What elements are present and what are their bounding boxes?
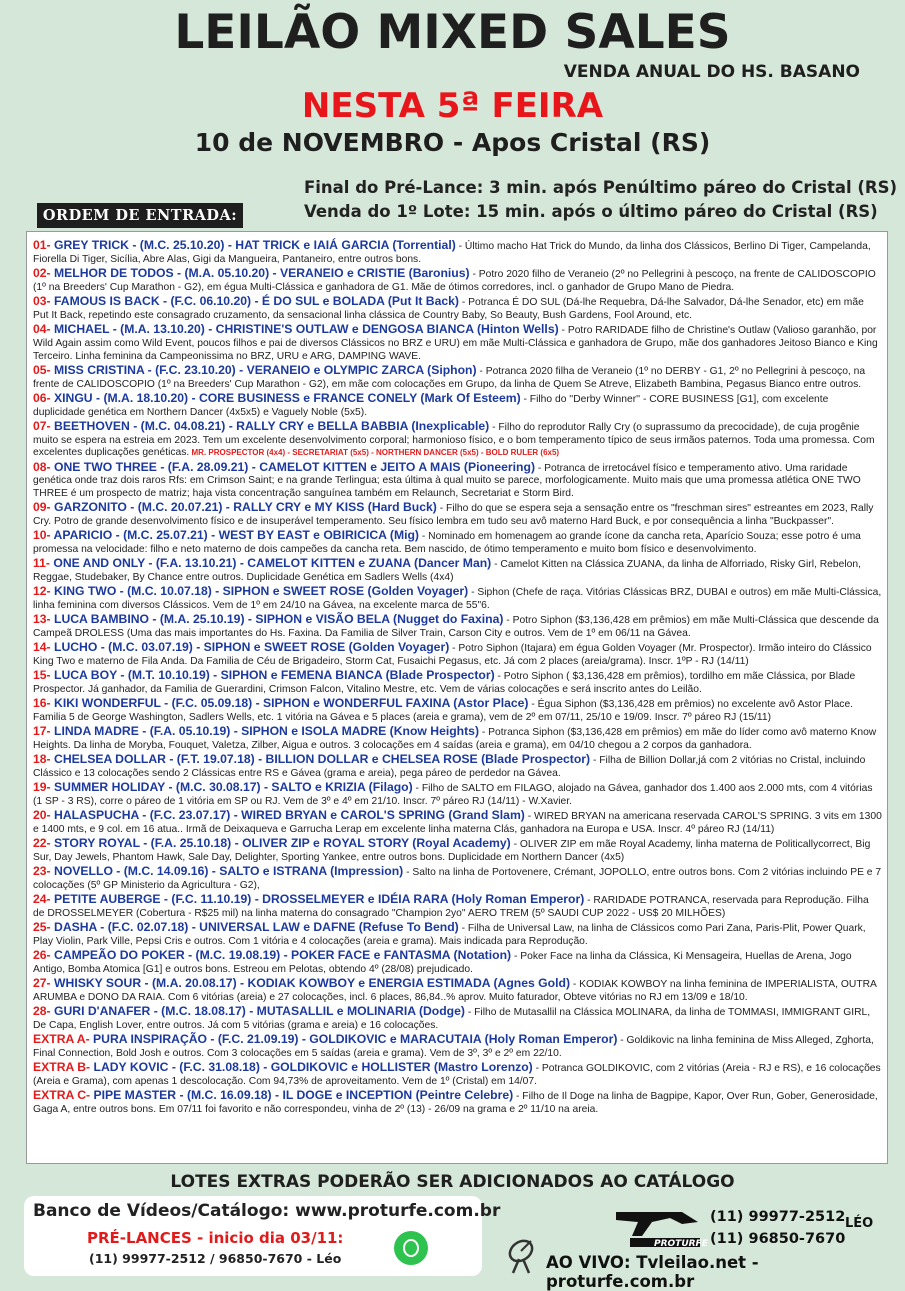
lot-pedigree: GARZONITO - (M.C. 20.07.21) - RALLY CRY e MY KISS (Hard Buck): [50, 500, 437, 515]
lot-number: 02-: [33, 266, 51, 280]
lot-number: 20-: [33, 808, 51, 823]
lot-entry: [33, 781, 882, 809]
lot-description: - KODIAK KOWBOY na linha feminina de IMPERIALISTA, OUTRA ARUMBA e DONO DA RAIA. Com 6 vitórias (areia) e 27 colocações, incl. 6 places, 86,84..% aprov. Muito faturador, Obteve vitórias no RJ em 13/09 e 18/10.: [33, 979, 877, 1003]
lot-pedigree: LUCA BOY - (M.T. 10.10.19) - SIPHON e FEMENA BIANCA (Blade Prospector): [50, 668, 495, 683]
lot-title: [33, 363, 477, 377]
lot-entry: [33, 949, 882, 977]
lot-number: 01-: [33, 238, 51, 252]
phone-2[interactable]: (11) 96850-7670: [710, 1231, 846, 1247]
whatsapp-icon[interactable]: [394, 1231, 428, 1265]
lot-pedigree: XINGU - (M.A. 18.10.20) - CORE BUSINESS e FRANCE CONELY (Mark Of Esteem): [50, 390, 521, 405]
lot-number: 04-: [33, 322, 51, 336]
lot-title: [33, 556, 491, 570]
lot-description: - Potro Siphon ($3,136,428 em prêmios) em mãe Multi-Clássica que descende da Campeã DROLESS (Uma das mais importantes do Hs. Faxina. Da Familia de Silver Train, Carson City e outros. Vem de 1º em 06/11 na Gávea.: [33, 615, 879, 639]
lot-entry: [33, 641, 882, 669]
lot-entry: [33, 239, 882, 267]
lot-title: [33, 1088, 513, 1102]
contact-name: LÉO: [845, 1216, 874, 1231]
lot-dosage-marks: MR. PROSPECTOR (4x4) - SECRETARIAT (5x5) - NORTHERN DANCER (5x5) - BOLD RULER (6x5): [189, 448, 560, 458]
lot-description: - Siphon (Chefe de raça. Vitórias Clássicas BRZ, DUBAI e outros) em mãe Multi-Clássica, linha feminina com diversos Clássicos. Vem de 1º em 24/10 na Gávea, na excelente marca de 55"6.: [33, 587, 882, 611]
lot-entry: [33, 613, 882, 641]
lot-description: - Potranca É DO SUL (Dá-lhe Requebra, Dá-lhe Salvador, Dá-lhe Senador, etc) em mãe Put It Back, repetindo este consagrado cruzamento, da sensacional linha clássica de Country Baby, So Beauty, Bush Gardens, Fool Around, etc.: [33, 297, 864, 321]
lot-number: 07-: [33, 418, 51, 433]
prelance-time: Final do Pré-Lance: 3 min. após Penúltimo páreo do Cristal (RS): [304, 178, 898, 197]
lot-number: 27-: [33, 976, 51, 991]
lot-entry: [33, 1061, 882, 1089]
lot-pedigree: LUCA BAMBINO - (M.A. 25.10.19) - SIPHON e VISÃO BELA (Nugget do Faxina): [50, 612, 504, 627]
lot-title: [33, 294, 459, 308]
lot-number: 08-: [33, 459, 51, 474]
logo-wordmark: PROTURFE: [654, 1239, 708, 1249]
lot-number: 17-: [33, 724, 51, 739]
lot-title: [33, 1004, 465, 1018]
headline: NESTA 5ª FEIRA: [301, 86, 604, 126]
lot-pedigree: ONE AND ONLY - (F.A. 13.10.21) - CAMELOT KITTEN e ZUANA (Dancer Man): [49, 556, 492, 571]
first-lot-time: Venda do 1º Lote: 15 min. após o último páreo do Cristal (RS): [304, 202, 878, 221]
lot-title: [33, 836, 511, 850]
lot-description: - Potro Siphon (Itajara) em égua Golden Voyager (Mr. Prospector). Irmão inteiro do Clássico King Two e materno de Fila Anda. Da Familia de Céu de Brigadeiro, Storm Cat, Fusaichi Pegasus, etc. Já com 2 places (areia/grama). Inscr. 1ºP - RJ (14/11): [33, 643, 872, 667]
lot-number: 13-: [33, 612, 51, 627]
lot-pedigree: DASHA - (F.C. 02.07.18) - UNIVERSAL LAW e DAFNE (Refuse To Bend): [50, 920, 459, 935]
lot-title: [33, 528, 419, 542]
lot-description: - Filho do que se espera seja a sensação entre os "freschman sires" estreantes em 2023, Rally Cry. Potro de grande desenvolvimento físico e de insuperável temperamento. Seu físico lembra em tudo seu avô materno Hard Buck, e por consequência a linha "Buckpasser".: [33, 503, 874, 527]
lot-number: 12-: [33, 584, 51, 599]
lot-number: 05-: [33, 362, 51, 377]
lot-entry: [33, 977, 882, 1005]
lot-number: 25-: [33, 920, 51, 935]
lot-number: 14-: [33, 640, 51, 655]
lot-title: [33, 322, 559, 336]
lot-title: [33, 266, 470, 280]
lot-description: - OLIVER ZIP em mãe Royal Academy, linha materna de Politicallycorrect, Big Sur, Day Jewels, Phantom Hawk, Sale Day, Delighter, Sporting Yankee, entre outros bons. Duplicidade em Northern Dancer (4x5): [33, 839, 871, 863]
lot-pedigree: MISS CRISTINA - (F.C. 23.10.20) - VERANEIO e OLYMPIC ZARCA (Siphon): [50, 362, 477, 377]
lot-entry: [33, 364, 882, 392]
live-stream-link[interactable]: AO VIVO: Tvleilao.net - proturfe.com.br: [546, 1253, 759, 1291]
lot-number: 06-: [33, 390, 51, 405]
lot-entry: [33, 420, 882, 460]
lot-pedigree: SUMMER HOLIDAY - (M.C. 30.08.17) - SALTO e KRIZIA (Filago): [50, 780, 413, 795]
lot-pedigree: PIPE MASTER - (M.C. 16.09.18) - IL DOGE e INCEPTION (Peintre Celebre): [90, 1088, 514, 1103]
lot-list: [26, 231, 888, 1164]
lot-description: - Camelot Kitten na Clássica ZUANA, da linha de Alforriado, Risky Girl, Rebelon, Reggae, Studebaker, By Chance entre outros. Duplicidade Genética em Sadlers Wells (4x4): [33, 559, 861, 583]
lot-pedigree: MICHAEL - (M.A. 13.10.20) - CHRISTINE'S OUTLAW e DENGOSA BIANCA (Hinton Wells): [50, 322, 559, 336]
lot-pedigree: STORY ROYAL - (F.A. 25.10.18) - OLIVER ZIP e ROYAL STORY (Royal Academy): [50, 836, 511, 851]
lot-number: 03-: [33, 294, 51, 308]
lot-number: 11-: [33, 556, 50, 571]
contact-phones: [710, 1206, 845, 1250]
lot-description: - Filho de Mutasallil na Clássica MOLINARA, da linha de TOMMASI, IMMIGRANT GIRL, De Capa, English Lover, entre outros. Já com 5 vitórias (grama e areia) e 16 colocações.: [33, 1007, 871, 1031]
lot-entry: [33, 323, 882, 363]
lot-title: [33, 864, 403, 878]
lot-description: - WIRED BRYAN na americana reservada CAROL'S SPRING. 3 vits em 1300 e 1400 mts, e 9 col. em 16 atua.. Irmã de Deixaqueva e Garrucha Lerap em excelente linha materna Clás, ganhadora na Europa e USA. Inscr. 4º páreo RJ (14/11): [33, 811, 882, 835]
lot-pedigree: LINDA MADRE - (F.A. 05.10.19) - SIPHON e ISOLA MADRE (Know Heights): [50, 724, 480, 739]
lot-title: [33, 419, 489, 433]
lot-entry: [33, 865, 882, 893]
lot-description: - Filho de SALTO em FILAGO, alojado na Gávea, ganhador dos 1.400 aos 2.000 mts, com 4 vitórias (1 SP - 3 RS), corre o páreo de 1 vitória em SP ou RJ. Vem de 3º e 4º em 21/10. Inscr. 7º páreo RJ (14/11) - W.Xavier.: [33, 783, 873, 807]
lot-title: [33, 500, 437, 514]
lot-description: - Filho de Il Doge na linha de Bagpipe, Kapor, Over Run, Gober, Generosidade, Gaga A, entre outros bons. Em 07/11 foi favorito e não correspondeu, vinha de 2º (13) - 26/09 na grama e 2º 11/10 na areia.: [33, 1091, 878, 1115]
lot-title: [33, 948, 511, 962]
lot-description: - RARIDADE POTRANCA, reservada para Reprodução. Filha de DROSSELMEYER (Cobertura - R$25 mil) na linha materna do consagrado "Champion 2yo" AERO TREM (5º SAUDI CUP 2022 - US$ 20 MILHÕES): [33, 895, 869, 919]
lot-entry: [33, 893, 882, 921]
lot-description: - Goldikovic na linha feminina de Miss Alleged, Zghorta, Final Connection, Bold Josh e outros. Com 3 colocações em 5 saídas (areia e grama). Vem de 3º, 3º e 2º em 22/10.: [33, 1035, 874, 1059]
lot-title: [33, 1060, 533, 1074]
lot-pedigree: KING TWO - (M.C. 10.07.18) - SIPHON e SWEET ROSE (Golden Voyager): [50, 584, 469, 599]
lot-description: - Potro 2020 filho de Veraneio (2º no Pellegrini à pescoço, na frente de CALIDOSCOPIO (1º na Breeders' Cup Marathon - G2), em égua Multi-Clássica e ganhadora de G1. Mãe de ótimos corredores, incl. o ganhador de Grupo Mano de Piedra.: [33, 269, 876, 293]
lot-description: - Filho do ''Derby Winner'' - CORE BUSINESS [G1], com excelente duplicidade genética em Northern Dancer (4x5x5) e Vaguely Noble (5x5).: [33, 393, 829, 418]
prelances-label: PRÉ-LANCES - inicio dia 03/11:: [87, 1229, 344, 1247]
lot-title: [33, 391, 521, 405]
lot-entry: [33, 809, 882, 837]
lot-description: - Poker Face na linha da Clássica, Ki Mensageira, Huellas de Arena, Jogo Antigo, Bomba Atomica [G1] e outros bons. Estreou em Pelotas, obtendo 4º (28/08) prejudicado.: [33, 951, 852, 975]
ordem-label: ORDEM DE ENTRADA:: [37, 203, 243, 228]
lot-pedigree: LUCHO - (M.C. 03.07.19) - SIPHON e SWEET ROSE (Golden Voyager): [50, 640, 450, 655]
entries-container: [33, 239, 882, 1117]
prelance-phones: (11) 99977-2512 / 96850-7670 - Léo: [89, 1251, 342, 1266]
lot-number: 22-: [33, 836, 51, 851]
lot-title: [33, 460, 535, 474]
lot-description: - Potranca de irretocável físico e temperamento ativo. Uma raridade genética onde traz dois raros Rfs: em Crimson Saint; e na grande Terlingua; esta última à qual muito se parece, morfologicamente. Muito mais que uma promessa atlética ONE TWO THREE é um prospecto de matriz; haja vista concentração sanguínea também em Relaunch, Secretariat e Storm Bird.: [33, 462, 861, 499]
lot-number: 26-: [33, 948, 51, 963]
lot-pedigree: GURI D'ANAFER - (M.C. 18.08.17) - MUTASALLIL e MOLINARIA (Dodge): [50, 1004, 465, 1019]
lot-title: [33, 752, 590, 766]
lot-title: [33, 780, 413, 794]
lot-description: - Égua Siphon ($3,136,428 em prêmios) no excelente avô Astor Place. Familia 5 de George Washington, Sadlers Wells, etc. 1 vitória na Gávea e 5 places (areia e grama), vem de 2º em 07/11, 25/10 e 19/09. Inscr. 7º páreo RJ (15/11): [33, 699, 854, 723]
lot-title: [33, 612, 503, 626]
lot-pedigree: PURA INSPIRAÇÃO - (F.C. 21.09.19) - GOLDIKOVIC e MARACUTAIA (Holy Roman Emperor): [89, 1032, 618, 1047]
lot-entry: [33, 295, 882, 323]
lot-entry: [33, 461, 882, 501]
lot-description: - Nominado em homenagem ao grande ícone da cancha reta, Aparício Souza; esse potro é uma promessa na velocidade: filho e neto materno de dois campeões da cancha reta. Bem nascido, de ótimo temperamento e muito bom físico e desenvolvimento.: [33, 531, 861, 555]
lot-number: 09-: [33, 500, 51, 515]
lot-number: EXTRA A-: [33, 1032, 90, 1047]
lot-description: - Potranca GOLDIKOVIC, com 2 vitórias (Areia - RJ e RS), e 16 colocações (Areia e Grama), com apenas 1 descolocação. Com 94,73% de aproveitamento. Vem de 1º (Cristal) em 14/07.: [33, 1063, 881, 1087]
lot-description: - Filho do reprodutor Rally Cry (o suprassumo da precocidade), de cuja progênie muito se espera na estreia em 2023. Tem um excelente desenvolvimento corporal; harmonioso físico, e o bom temperamento típico de seus irmãos paternos. Toda uma promessa. Com excelentes duplicações genéticas.: [33, 421, 875, 459]
lot-title: [33, 808, 525, 822]
lot-pedigree: FAMOUS IS BACK - (F.C. 06.10.20) - É DO SUL e BOLADA (Put It Back): [50, 294, 459, 308]
lot-title: [33, 920, 459, 934]
extras-note: LOTES EXTRAS PODERÃO SER ADICIONADOS AO CATÁLOGO: [170, 1172, 735, 1192]
lot-description: - Potranca Siphon ($3,136,428 em prêmios) em mãe do líder como avô materno Know Heights. Da linha de Moryba, Fouquet, Valetza, Zilber, Aigua e outros. 3 colocações em 4 saídas (areia e grama), em 04/10 chegou a 2 corpos da ganhadora.: [33, 727, 877, 751]
lot-pedigree: HALASPUCHA - (F.C. 23.07.17) - WIRED BRYAN e CAROL'S SPRING (Grand Slam): [50, 808, 525, 823]
lot-entry: [33, 585, 882, 613]
lot-entry: [33, 501, 882, 529]
lot-entry: [33, 697, 882, 725]
page-title: LEILÃO MIXED SALES: [174, 5, 731, 60]
lot-pedigree: MELHOR DE TODOS - (M.A. 05.10.20) - VERANEIO e CRISTIE (Baronius): [50, 266, 470, 280]
lot-entry: [33, 557, 882, 585]
lot-entry: [33, 1005, 882, 1033]
phone-1[interactable]: (11) 99977-2512: [710, 1209, 846, 1225]
lot-entry: [33, 1089, 882, 1117]
lot-pedigree: WHISKY SOUR - (M.A. 20.08.17) - KODIAK KOWBOY e ENERGIA ESTIMADA (Agnes Gold): [50, 976, 570, 991]
lot-title: [33, 1032, 617, 1046]
lot-description: - Salto na linha de Portovenere, Crémant, JOPOLLO, entre outros bons. Com 2 vitórias incluindo PE e 7 colocações (5º GP Ministerio da Agricultura - G2),: [33, 867, 882, 891]
lot-pedigree: GREY TRICK - (M.C. 25.10.20) - HAT TRICK e IAIÁ GARCIA (Torrential): [50, 238, 456, 252]
lot-entry: [33, 529, 882, 557]
lot-entry: [33, 1033, 882, 1061]
lot-pedigree: PETITE AUBERGE - (F.C. 11.10.19) - DROSSELMEYER e IDÉIA RARA (Holy Roman Emperor): [50, 892, 585, 907]
lot-pedigree: APARICIO - (M.C. 25.07.21) - WEST BY EAST e OBIRICICA (Mig): [50, 528, 419, 543]
lot-number: 18-: [33, 752, 51, 767]
lot-number: EXTRA C-: [33, 1088, 91, 1103]
lot-entry: [33, 267, 882, 295]
lot-title: [33, 584, 468, 598]
lot-title: [33, 724, 479, 738]
lot-description: - Potro RARIDADE filho de Christine's Outlaw (Valioso garanhão, por Wild Again assim como Wild Event, poucos filhos e pai de diversos Clássicos no BRZ e URU) em mãe Multi-Clássica e ganhadora de Grupo, mãe dos ganhadores Jeitoso Bianco e King Terceiro. Linha feminina da Campeonissima no BRZ, URU e ARG, DAMPING WAVE.: [33, 325, 878, 362]
lot-description: - Último macho Hat Trick do Mundo, da linha dos Clássicos, Berlino Di Tiger, Campelanda, Fiorella Di Tiger, Sicília, Abre Alas, Gigi da Mangueira, Pantaneiro, entre outros bons.: [33, 241, 871, 265]
satellite-dish-icon: [505, 1235, 541, 1275]
lot-title: [33, 668, 495, 682]
lot-number: EXTRA B-: [33, 1060, 91, 1075]
lot-number: 23-: [33, 864, 51, 879]
lot-pedigree: LADY KOVIC - (F.C. 31.08.18) - GOLDIKOVIC e HOLLISTER (Mastro Lorenzo): [90, 1060, 533, 1075]
lot-description: - Potranca 2020 filha de Veraneio (1º no DERBY - G1, 2º no Pellegrini à pescoço, na frente de CALIDOSCOPIO (1º na Breeders' Cup Marathon - G2), em mãe com colocações em Grupo, da linha de Quem Se Atreve, Elizabeth Bambina, Pegasus Bianco entre outros.: [33, 365, 866, 390]
lot-title: [33, 976, 570, 990]
lot-number: 19-: [33, 780, 51, 795]
lot-entry: [33, 837, 882, 865]
lot-description: - Filha de Billion Dollar,já com 2 vitórias no Cristal, incluindo Clássico e 13 colocações sendo 2 Clássicas entre RS e Gávea (grama e areia), pega páreo de perdedor na Gávea.: [33, 755, 866, 779]
lot-title: [33, 696, 528, 710]
lot-pedigree: CAMPEÃO DO POKER - (M.C. 19.08.19) - POKER FACE e FANTASMA (Notation): [50, 948, 512, 963]
videos-link[interactable]: Banco de Vídeos/Catálogo: www.proturfe.com.br: [33, 1201, 501, 1221]
page-subtitle: VENDA ANUAL DO HS. BASANO: [563, 62, 860, 82]
lot-title: [33, 892, 584, 906]
lot-title: [33, 640, 449, 654]
lot-description: - Filha de Universal Law, na linha de Clássicos como Pari Zana, Paris-Plit, Power Quark, Play Violin, Park Ville, Pepsi Cris e outros. Com 1 vitória e 4 colocações (areia e grama). Mais indicada para Reprodução.: [33, 923, 866, 947]
lot-number: 15-: [33, 668, 51, 683]
lot-entry: [33, 725, 882, 753]
lot-number: 24-: [33, 892, 51, 907]
lot-entry: [33, 392, 882, 420]
lot-pedigree: BEETHOVEN - (M.C. 04.08.21) - RALLY CRY e BELLA BABBIA (Inexplicable): [50, 418, 490, 433]
lot-description: - Potro Siphon ( $3,136,428 em prêmios), tordilho em mãe Clássica, por Blade Prospector. Já ganhador, da Familia de Guerardini, Crimson Falcon, Vitalino Mestre, etc. Vem de várias colocações e será inscrito antes do Leilão.: [33, 671, 856, 695]
lot-entry: [33, 753, 882, 781]
event-date: 10 de NOVEMBRO - Apos Cristal (RS): [194, 128, 711, 157]
lot-entry: [33, 669, 882, 697]
lot-number: 16-: [33, 696, 51, 711]
lot-entry: [33, 921, 882, 949]
schedule-times: [304, 176, 897, 224]
lot-pedigree: ONE TWO THREE - (F.A. 28.09.21) - CAMELOT KITTEN e JEITO A MAIS (Pioneering): [50, 459, 536, 474]
lot-pedigree: NOVELLO - (M.C. 14.09.16) - SALTO e ISTRANA (Impression): [50, 864, 404, 879]
lot-pedigree: CHELSEA DOLLAR - (F.T. 19.07.18) - BILLION DOLLAR e CHELSEA ROSE (Blade Prospector): [50, 752, 591, 767]
lot-number: 28-: [33, 1004, 51, 1019]
lot-pedigree: KIKI WONDERFUL - (F.C. 05.09.18) - SIPHON e WONDERFUL FAXINA (Astor Place): [50, 696, 529, 711]
lot-number: 10-: [33, 528, 51, 543]
lot-title: [33, 238, 456, 252]
